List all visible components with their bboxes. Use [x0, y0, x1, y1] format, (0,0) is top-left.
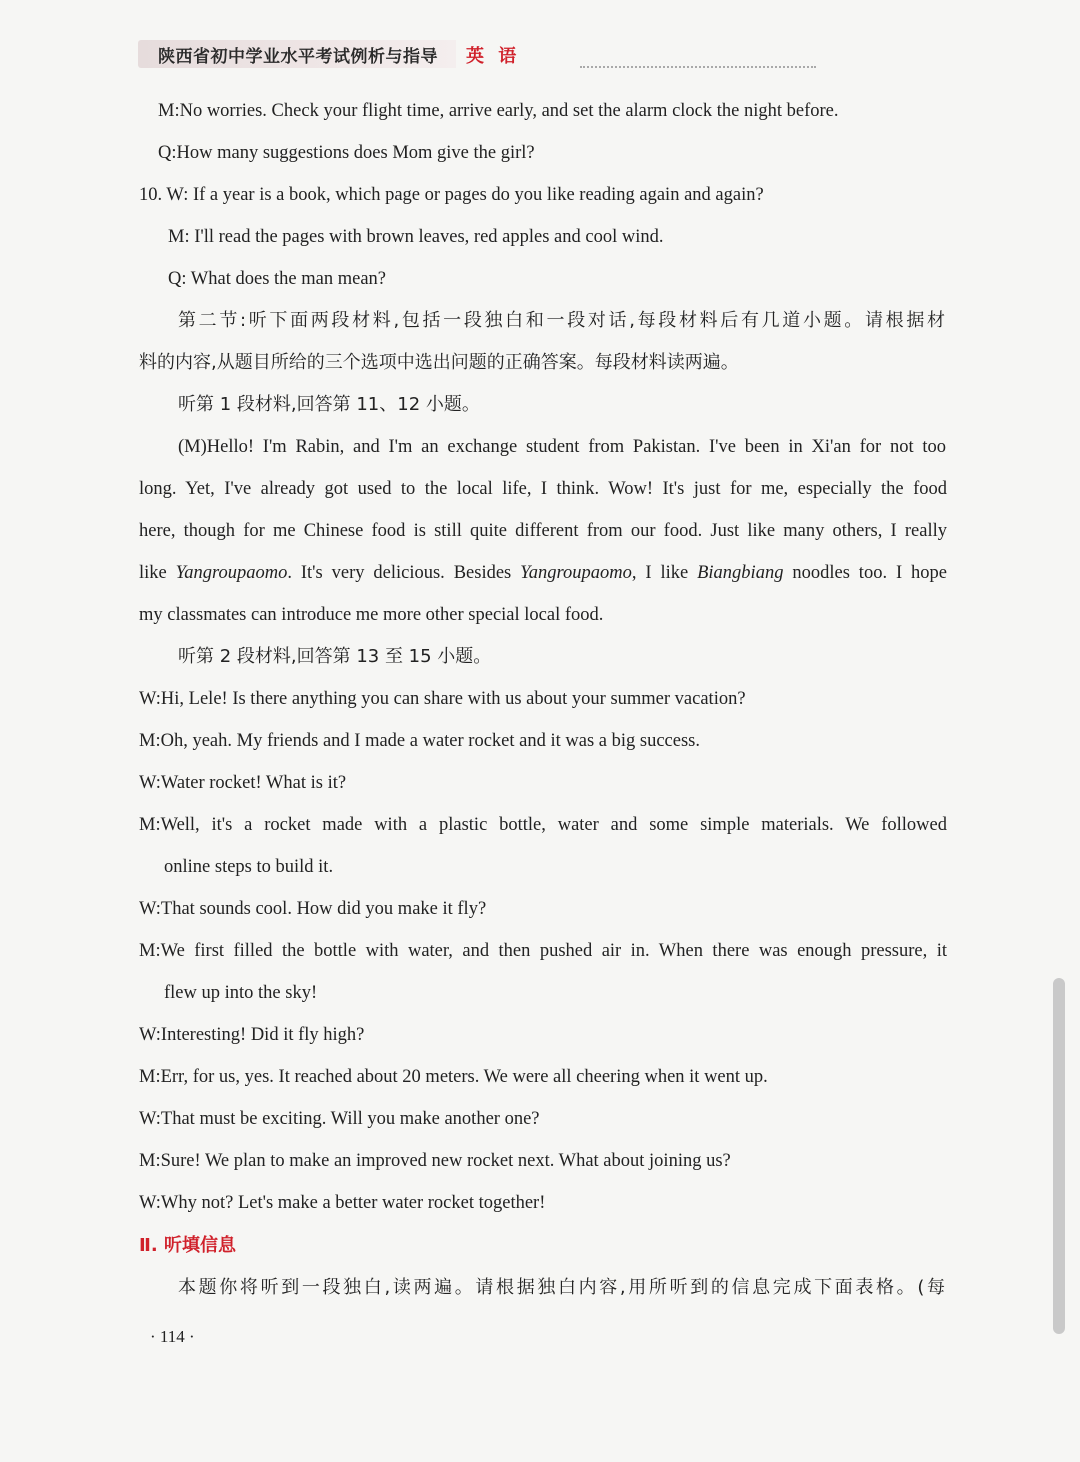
- monologue-line: here, though for me Chinese food is still quite different from our food. Just like many others, I really: [139, 521, 947, 541]
- text-segment: , I like: [631, 563, 698, 583]
- dialogue-line: W:Interesting! Did it fly high?: [139, 1025, 365, 1045]
- transcript-line: Q:How many suggestions does Mom give the girl?: [158, 143, 535, 163]
- text-segment: noodles too. I hope: [783, 563, 947, 583]
- section-heading: Ⅱ. 听填信息: [139, 1235, 236, 1256]
- transcript-line: M: I'll read the pages with brown leaves, red apples and cool wind.: [168, 227, 664, 247]
- food-name: Biangbiang: [697, 563, 784, 583]
- scrollbar[interactable]: [1053, 978, 1065, 1334]
- monologue-line: my classmates can introduce me more other special local food.: [139, 605, 604, 625]
- dialogue-line: W:Why not? Let's make a better water rocket together!: [139, 1193, 546, 1213]
- header-dotted-rule: [580, 66, 816, 68]
- monologue-line: (M)Hello! I'm Rabin, and I'm an exchange student from Pakistan. I've been in Xi'an for not too: [178, 437, 946, 457]
- dialogue-line: M:Well, it's a rocket made with a plastic bottle, water and some simple materials. We followed: [139, 815, 947, 835]
- page-number: · 114 ·: [150, 1327, 195, 1346]
- dialogue-line: M:Err, for us, yes. It reached about 20 meters. We were all cheering when it went up.: [139, 1067, 768, 1087]
- transcript-line: M:No worries. Check your flight time, arrive early, and set the alarm clock the night before.: [158, 101, 839, 121]
- food-name: Yangroupaomo: [175, 563, 288, 583]
- dialogue-line: W:Hi, Lele! Is there anything you can share with us about your summer vacation?: [139, 689, 746, 709]
- subject-label: 英 语: [466, 46, 521, 67]
- material-heading: 听第 2 段材料,回答第 13 至 15 小题。: [178, 646, 492, 667]
- monologue-line: long. Yet, I've already got used to the local life, I think. Wow! It's just for me, especially the food: [139, 479, 947, 499]
- dialogue-line: M:We first filled the bottle with water, and then pushed air in. When there was enough pressure, it: [139, 941, 947, 961]
- dialogue-line: M:Sure! We plan to make an improved new rocket next. What about joining us?: [139, 1151, 731, 1171]
- dialogue-line: flew up into the sky!: [164, 983, 318, 1003]
- text-segment: like: [139, 563, 176, 583]
- transcript-line: 10. W: If a year is a book, which page or pages do you like reading again and again?: [139, 185, 764, 205]
- dialogue-line: W:Water rocket! What is it?: [139, 773, 347, 793]
- monologue-line: [139, 560, 947, 586]
- section-instruction: 第二节:听下面两段材料,包括一段独白和一段对话,每段材料后有几道小题。请根据材: [178, 310, 945, 331]
- transcript-line: Q: What does the man mean?: [168, 269, 386, 289]
- dialogue-line: W:That must be exciting. Will you make another one?: [139, 1109, 540, 1129]
- food-name: Yangroupaomo: [520, 563, 632, 583]
- dialogue-line: online steps to build it.: [164, 857, 334, 877]
- dialogue-line: M:Oh, yeah. My friends and I made a water rocket and it was a big success.: [139, 731, 700, 751]
- section-instruction: 本题你将听到一段独白,读两遍。请根据独白内容,用所听到的信息完成下面表格。(每: [178, 1277, 945, 1298]
- text-segment: . It's very delicious. Besides: [287, 563, 521, 583]
- book-title: 陕西省初中学业水平考试例析与指导: [158, 47, 438, 67]
- section-instruction: 料的内容,从题目所给的三个选项中选出问题的正确答案。每段材料读两遍。: [139, 352, 739, 373]
- material-heading: 听第 1 段材料,回答第 11、12 小题。: [178, 394, 480, 415]
- dialogue-line: W:That sounds cool. How did you make it fly?: [139, 899, 487, 919]
